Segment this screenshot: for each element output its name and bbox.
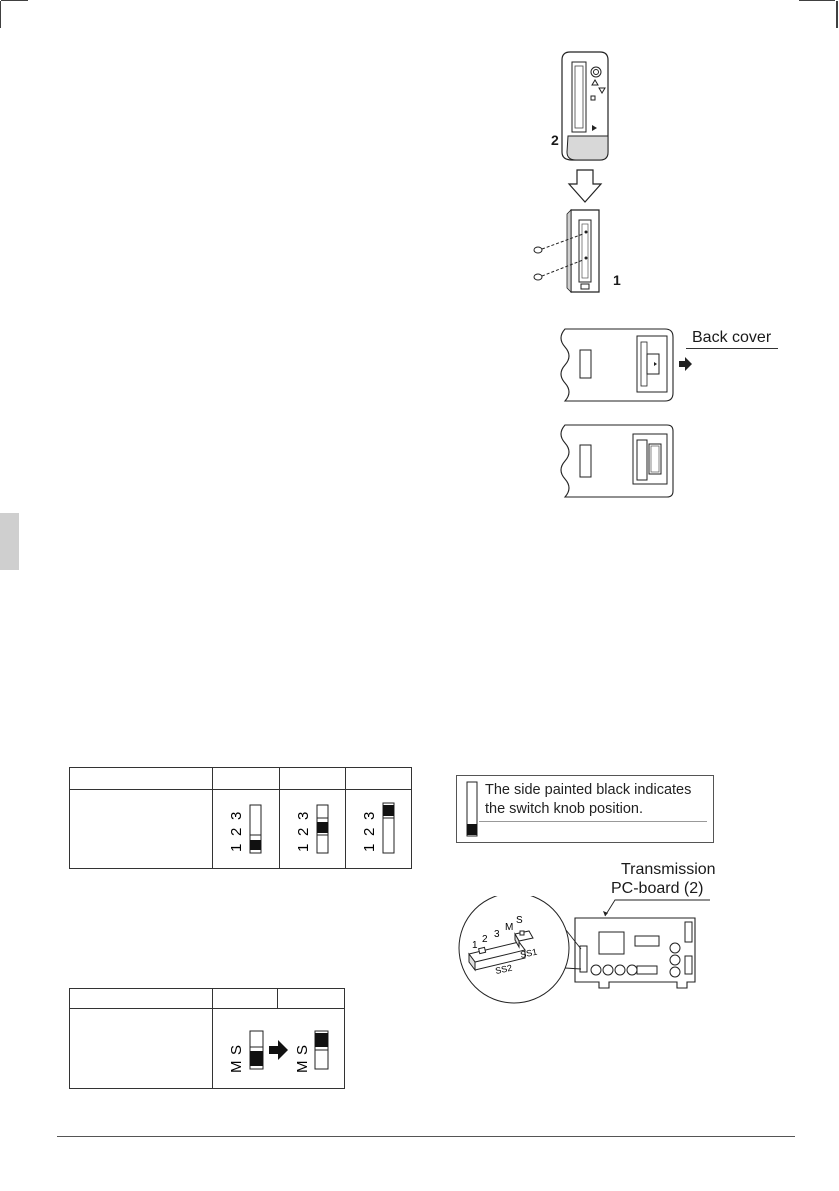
switch-cell [280,790,346,869]
switch-letter-label: M [294,1060,311,1073]
table-header-cell [213,989,278,1009]
switch-number-label: 1 [295,843,312,852]
switch-pos-3 [346,790,411,863]
pcb-title-line-2: PC-board (2) [611,880,704,897]
switch-number-label: 1 [361,843,378,852]
pcb-switch-label: 1 [472,940,478,951]
back-cover-illustration [555,328,700,403]
pcb-ss1-label: SS1 [519,946,539,960]
back-cover-leader [686,348,778,349]
switch-cell [213,790,280,869]
switch-letter-label: S [228,1044,245,1055]
table-header-cell [346,768,412,790]
switch-number-label: 3 [295,811,312,820]
switch-change-cell [213,1009,345,1089]
holder-label: 1 [613,272,621,288]
pcb-title-line-1: Transmission [621,861,716,878]
note-line-1: The side painted black indicates [485,782,692,798]
note-line-2: the switch knob position. [485,801,643,817]
switch-number-label: 2 [361,827,378,836]
back-cover-label: Back cover [692,329,772,346]
switch-number-label: 1 [228,843,245,852]
switch-pos-1 [213,790,279,863]
pcb-ss2-label: SS2 [494,962,514,976]
table-header-cell [213,768,280,790]
crop-marks [0,0,839,40]
switch-cell [346,790,412,869]
switch-number-label: 3 [361,811,378,820]
table-header-cell [70,989,213,1009]
table-header-cell [280,768,346,790]
remote-label: 2 [551,132,559,148]
table-label-cell [70,1009,213,1089]
switch-setting-table-ms [69,988,345,1089]
opened-back-illustration [555,424,700,499]
pcb-switch-label: S [516,915,523,926]
switch-number-label: 3 [228,811,245,820]
switch-letter-label: M [228,1060,245,1073]
pcb-switch-label: 3 [494,929,500,940]
pcb-switch-label: 2 [482,934,488,945]
switch-setting-table-123 [69,767,412,869]
side-tab [0,513,19,570]
table-header-cell [278,989,345,1009]
note-leader-line [479,821,707,822]
switch-knob-note [456,775,714,843]
note-switch-icon [465,781,479,839]
footer-rule [57,1136,795,1137]
table-label-cell [70,790,213,869]
switch-pos-2 [280,790,345,863]
switch-letter-label: S [294,1044,311,1055]
pcb-illustration [455,896,720,1011]
remote-holder-illustration [525,48,635,293]
pcb-switch-label: M [505,922,514,933]
switch-number-label: 2 [228,827,245,836]
switch-number-label: 2 [295,827,312,836]
switch-change-m-to-s [213,1009,344,1083]
table-header-cell [70,768,213,790]
